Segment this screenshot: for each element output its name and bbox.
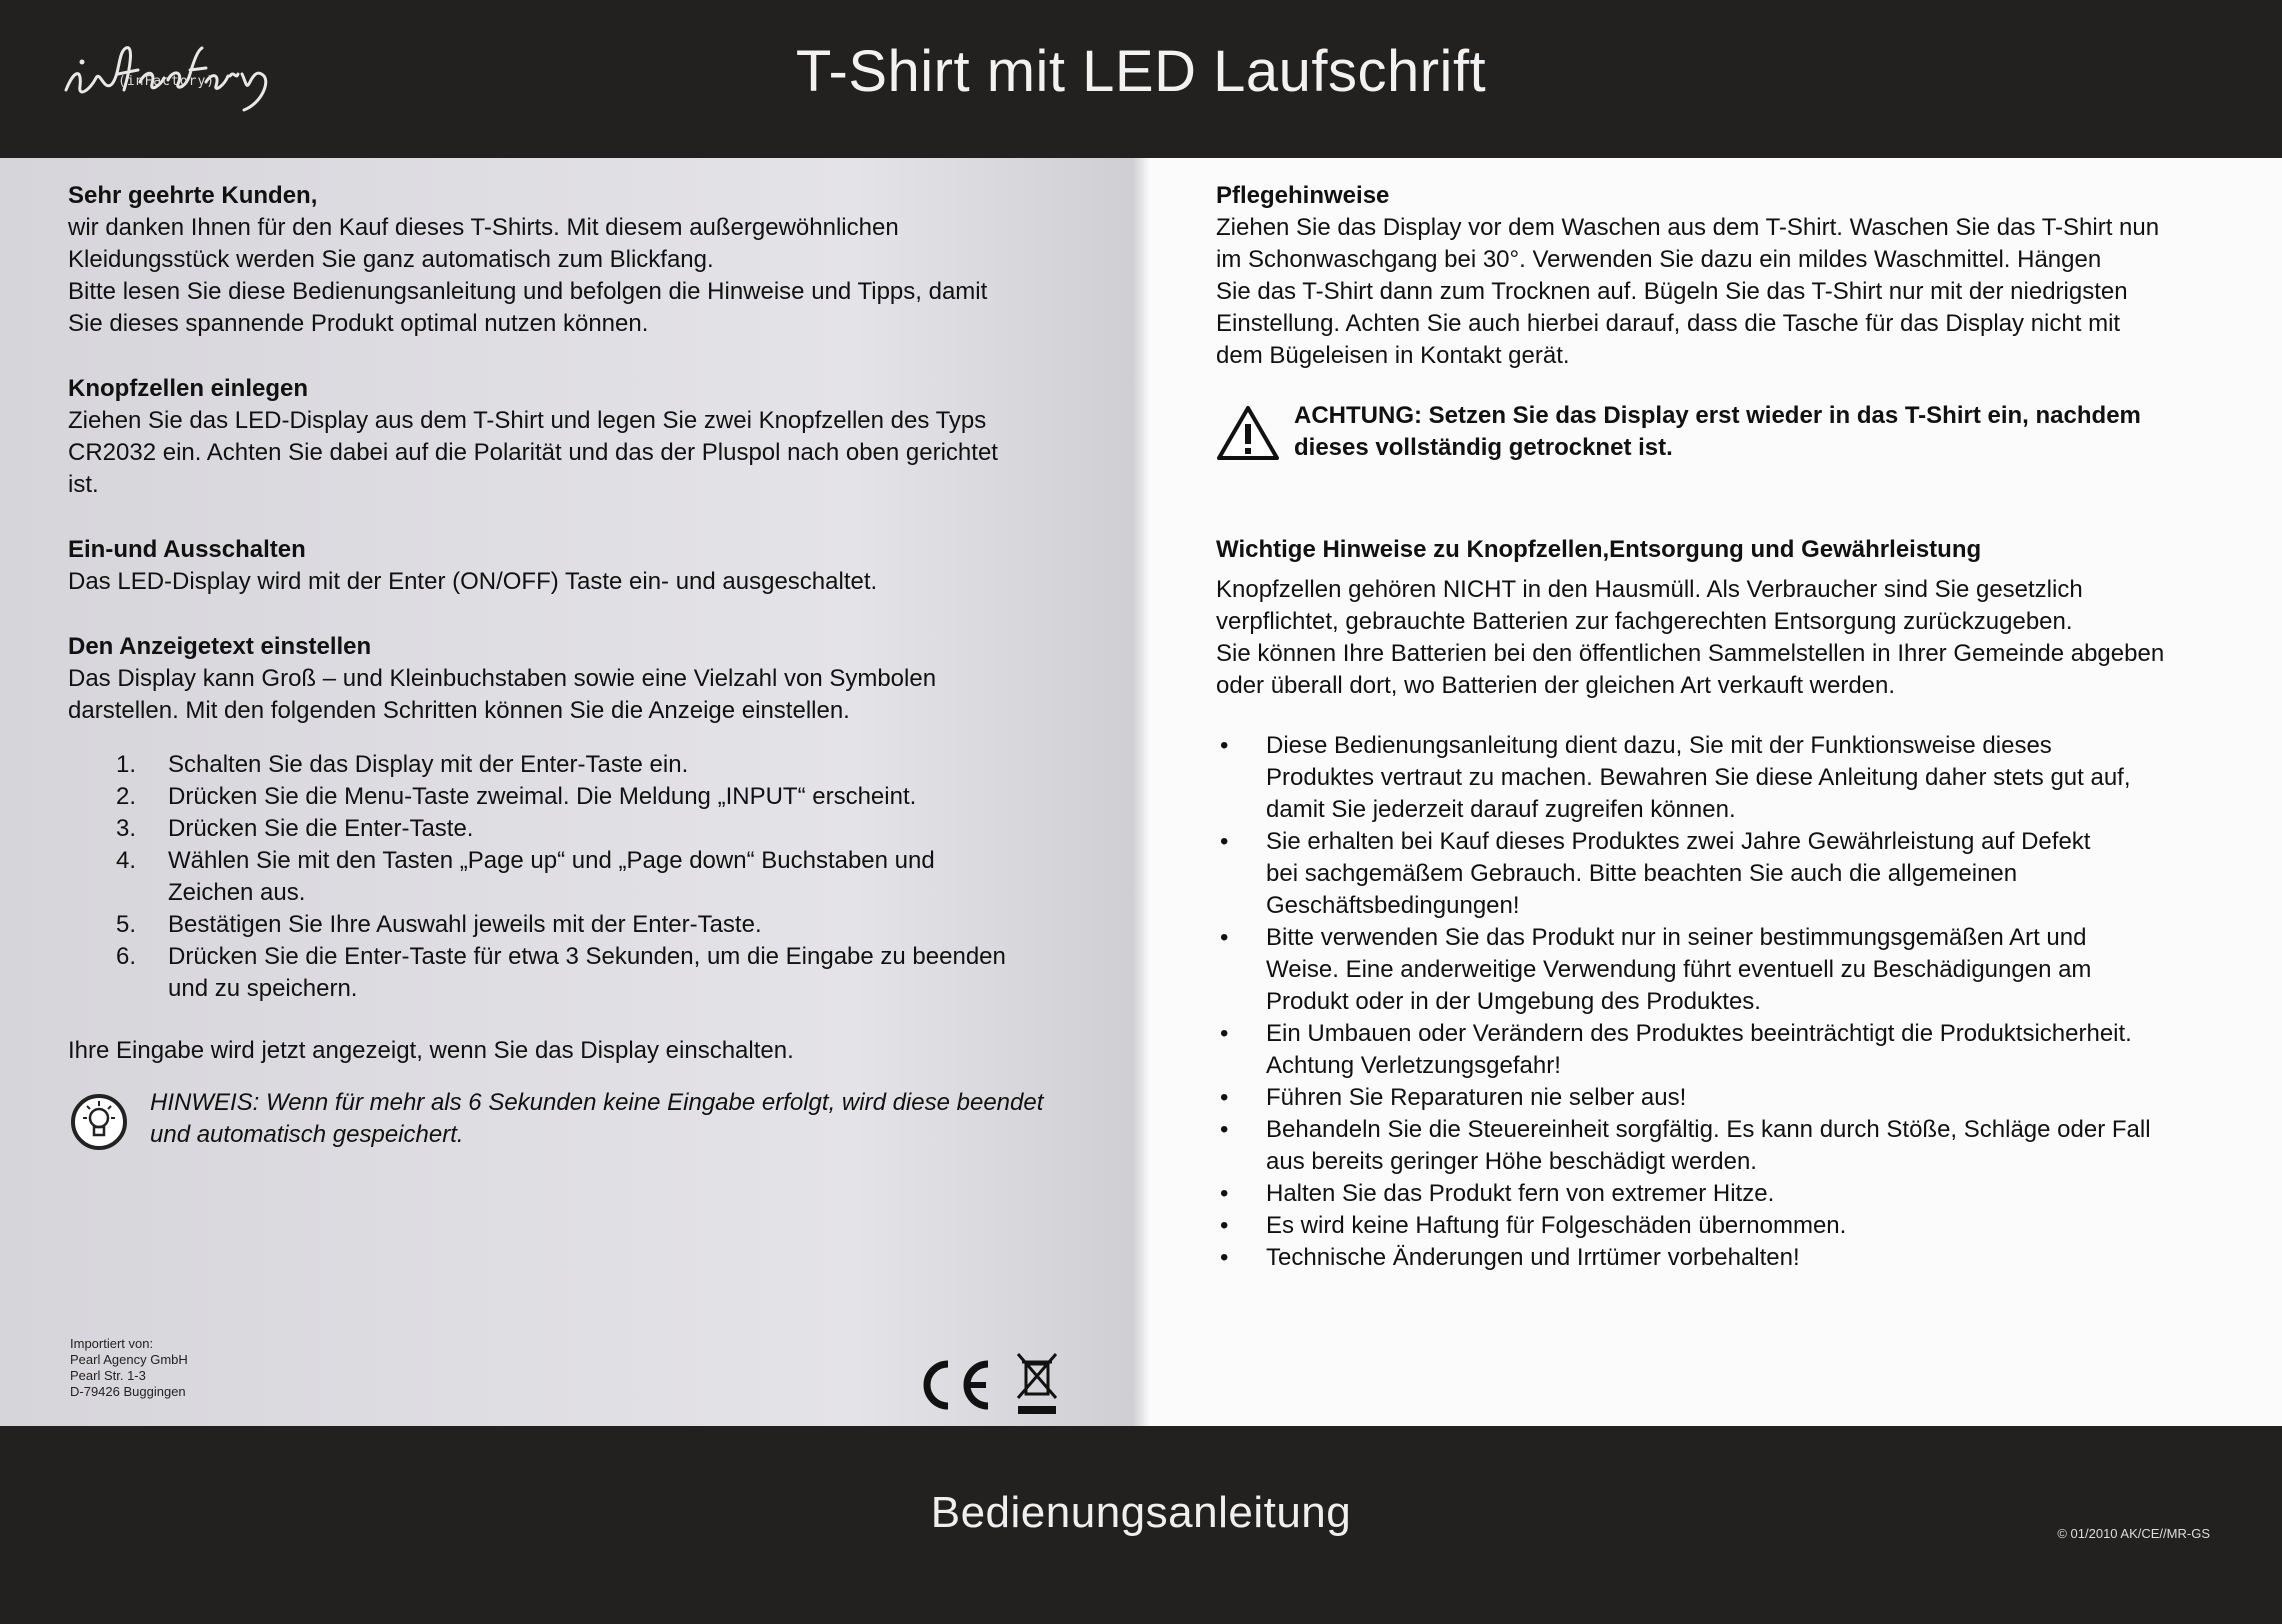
warning-line: ACHTUNG: Setzen Sie das Display erst wieder in das T-Shirt ein, nachdem	[1294, 402, 2141, 429]
step-item	[68, 941, 1068, 1005]
greeting-heading: Sehr geehrte Kunden,	[68, 182, 318, 209]
care-line: Sie das T-Shirt dann zum Trocknen auf. Bügeln Sie das T-Shirt nur mit der niedrigsten	[1216, 278, 2128, 305]
ce-mark	[927, 1364, 988, 1406]
disposal-heading: Wichtige Hinweise zu Knopfzellen,Entsorgung und Gewährleistung	[1216, 536, 1982, 563]
display-text-line: darstellen. Mit den folgenden Schritten können Sie die Anzeige einstellen.	[68, 697, 850, 724]
right-column	[1216, 180, 2216, 1274]
step-number: 4.	[116, 847, 137, 874]
note-item: • Behandeln Sie die Steuereinheit sorgfältig. Es kann durch Stöße, Schläge oder Fall aus bereits geringer Höhe beschädigt werden.	[1220, 1116, 2151, 1175]
header-bar	[0, 0, 2282, 158]
disposal-line: verpflichtet, gebrauchte Batterien zur fachgerechten Entsorgung zurückzugeben.	[1216, 608, 2073, 635]
note-item: • Technische Änderungen und Irrtümer vorbehalten!	[1220, 1244, 1800, 1271]
battery-heading: Knopfzellen einlegen	[68, 375, 309, 402]
step-text: Drücken Sie die Menu-Taste zweimal. Die Meldung „INPUT“ erscheint.	[168, 783, 917, 810]
power-line: Das LED-Display wird mit der Enter (ON/OFF) Taste ein- und ausgeschaltet.	[68, 568, 878, 595]
note-item: • Es wird keine Haftung für Folgeschäden übernommen.	[1220, 1212, 1847, 1239]
notes-list	[1216, 730, 2216, 1274]
note-item: • Sie erhalten bei Kauf dieses Produktes zwei Jahre Gewährleistung auf Defekt bei sachgemäßem Gebrauch. Bitte beachten Sie auch die allgemeinen Geschäftsbedingungen!	[1220, 828, 2091, 919]
care-section	[1216, 180, 2216, 372]
step-text-cont: und zu speichern.	[168, 975, 358, 1002]
disposal-section	[1216, 534, 2216, 702]
step-item	[68, 909, 1068, 941]
footer-title: Bedienungsanleitung	[930, 1488, 1352, 1537]
power-heading: Ein-und Ausschalten	[68, 536, 306, 563]
after-steps-text: Ihre Eingabe wird jetzt angezeigt, wenn Sie das Display einschalten.	[68, 1037, 794, 1064]
logo-subtitle: (inFactory)	[118, 74, 216, 89]
greeting-line: Sie dieses spannende Produkt optimal nutzen können.	[68, 310, 649, 337]
step-item	[68, 749, 1068, 781]
display-text-section	[68, 631, 1068, 727]
note-item: • Diese Bedienungsanleitung dient dazu, Sie mit der Funktionsweise dieses Produktes vertraut zu machen. Bewahren Sie diese Anleitung daher stets gut auf, damit Sie jederzeit darauf zugreifen können.	[1220, 732, 2131, 823]
power-section	[68, 534, 1068, 598]
step-text: Schalten Sie das Display mit der Enter-Taste ein.	[168, 751, 689, 778]
warning-box	[1216, 400, 2216, 464]
step-number: 6.	[116, 943, 137, 970]
page-fold	[1132, 158, 1150, 1426]
hint-line: und automatisch gespeichert.	[150, 1121, 464, 1148]
warning-triangle-icon	[1216, 404, 1280, 462]
lightbulb-icon	[70, 1093, 128, 1151]
greeting-line: Kleidungsstück werden Sie ganz automatisch zum Blickfang.	[68, 246, 714, 273]
greeting-section	[68, 180, 1068, 340]
disposal-line: Sie können Ihre Batterien bei den öffentlichen Sammelstellen in Ihrer Gemeinde abgeben	[1216, 640, 2165, 667]
certification-marks	[908, 1348, 1068, 1418]
copyright-note: © 01/2010 AK/CE//MR-GS	[2057, 1526, 2210, 1541]
footer-bar	[0, 1426, 2282, 1624]
importer-street: Pearl Str. 1-3	[70, 1368, 146, 1383]
note-item: • Führen Sie Reparaturen nie selber aus!	[1220, 1084, 1687, 1111]
display-text-line: Das Display kann Groß – und Kleinbuchstaben sowie eine Vielzahl von Symbolen	[68, 665, 937, 692]
step-number: 5.	[116, 911, 137, 938]
importer-info	[70, 1336, 188, 1400]
note-item: • Bitte verwenden Sie das Produkt nur in seiner bestimmungsgemäßen Art und Weise. Eine anderweitige Verwendung führt eventuell zu Beschädigungen am Produkt oder in der Umgebung des Produktes.	[1220, 924, 2092, 1015]
importer-city: D-79426 Buggingen	[70, 1384, 186, 1399]
disposal-line: Knopfzellen gehören NICHT in den Hausmüll. Als Verbraucher sind Sie gesetzlich	[1216, 576, 2083, 603]
warning-line: dieses vollständig getrocknet ist.	[1294, 434, 1673, 461]
hint-box	[68, 1087, 1068, 1151]
left-column	[68, 180, 1068, 1151]
step-text: Bestätigen Sie Ihre Auswahl jeweils mit der Enter-Taste.	[168, 911, 762, 938]
care-line: im Schonwaschgang bei 30°. Verwenden Sie dazu ein mildes Waschmittel. Hängen	[1216, 246, 2102, 273]
battery-line: CR2032 ein. Achten Sie dabei auf die Polarität und das der Pluspol nach oben gerichtet	[68, 439, 998, 466]
note-item: • Ein Umbauen oder Verändern des Produktes beeinträchtigt die Produktsicherheit. Achtung Verletzungsgefahr!	[1220, 1020, 2132, 1079]
care-line: dem Bügeleisen in Kontakt gerät.	[1216, 342, 1570, 369]
display-text-heading: Den Anzeigetext einstellen	[68, 633, 372, 660]
step-number: 2.	[116, 783, 137, 810]
step-number: 1.	[116, 751, 137, 778]
importer-label: Importiert von:	[70, 1336, 154, 1351]
importer-company: Pearl Agency GmbH	[70, 1352, 188, 1367]
step-text: Drücken Sie die Enter-Taste.	[168, 815, 474, 842]
battery-section	[68, 373, 1068, 501]
battery-line: ist.	[68, 471, 99, 498]
page-title: T-Shirt mit LED Laufschrift	[795, 39, 1487, 104]
care-heading: Pflegehinweise	[1216, 182, 1390, 209]
step-item	[68, 845, 1068, 909]
step-number: 3.	[116, 815, 137, 842]
greeting-line: Bitte lesen Sie diese Bedienungsanleitung und befolgen die Hinweise und Tipps, damit	[68, 278, 988, 305]
steps-list	[68, 749, 1068, 1005]
step-text: Wählen Sie mit den Tasten „Page up“ und „Page down“ Buchstaben und	[168, 847, 935, 874]
step-text-cont: Zeichen aus.	[168, 879, 306, 906]
care-line: Ziehen Sie das Display vor dem Waschen aus dem T-Shirt. Waschen Sie das T-Shirt nun	[1216, 214, 2160, 241]
step-text: Drücken Sie die Enter-Taste für etwa 3 Sekunden, um die Eingabe zu beenden	[168, 943, 1006, 970]
step-item	[68, 813, 1068, 845]
hint-line: HINWEIS: Wenn für mehr als 6 Sekunden keine Eingabe erfolgt, wird diese beendet	[150, 1089, 1044, 1116]
battery-line: Ziehen Sie das LED-Display aus dem T-Shirt und legen Sie zwei Knopfzellen des Typs	[68, 407, 987, 434]
care-line: Einstellung. Achten Sie auch hierbei darauf, dass die Tasche für das Display nicht mit	[1216, 310, 2121, 337]
note-item: • Halten Sie das Produkt fern von extremer Hitze.	[1220, 1180, 1775, 1207]
crossed-bin-icon	[1018, 1354, 1056, 1414]
greeting-line: wir danken Ihnen für den Kauf dieses T-Shirts. Mit diesem außergewöhnlichen	[68, 214, 899, 241]
disposal-line: oder überall dort, wo Batterien der gleichen Art verkauft werden.	[1216, 672, 1896, 699]
step-item	[68, 781, 1068, 813]
